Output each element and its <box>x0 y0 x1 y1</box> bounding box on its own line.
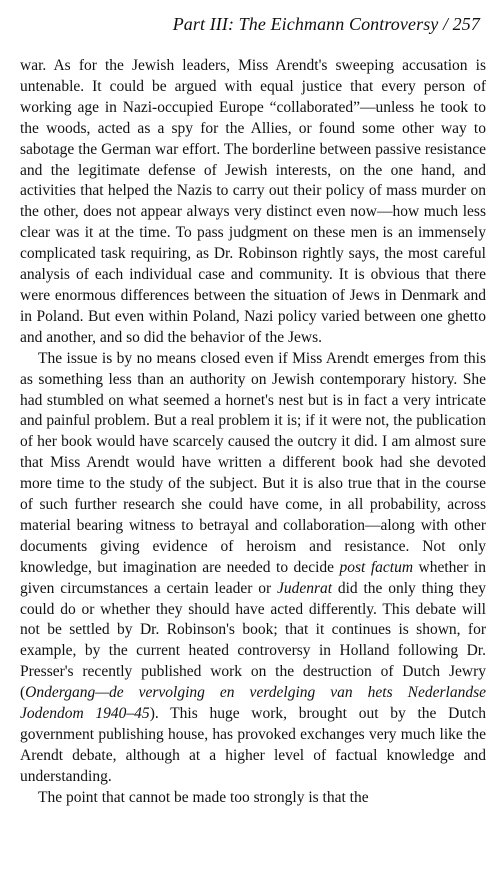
paragraph-2 <box>20 349 486 788</box>
running-head: Part III: The Eichmann Controversy / 257 <box>172 14 480 34</box>
text-run: whether in given circumstances a certain leader or <box>20 558 486 597</box>
text-run: war. As for the Jewish leaders, Miss Arendt's sweeping accusation is untenable. It could be argued with equal justice that every person of working age in Nazi-occupied Europe “collaborated”—unless he took to the woods, acted as a spy for the Allies, or found some other way to sabotage the German war effort. The borderline between passive resistance and the legitimate defense of Jewish interests, on the one hand, and activities that helped the Nazis to carry out their policy of mass murder on the other, does not appear always very distinct even now—how much less clear was it at the time. To pass judgment on these men is an immensely complicated task requiring, as Dr. Robinson rightly says, the most careful analysis of each individual case and community. It is obvious that there were enormous differences between the situation of Jews in Denmark and in Poland. But even within Poland, Nazi policy varied between one ghetto and another, and so did the behavior of the Jews. <box>20 57 486 346</box>
text-run: ). This huge work, brought out by the Dutch government publishing house, has provoked exchanges very much like the Arendt debate, although at a higher level of factual knowledge and understanding. <box>20 705 487 785</box>
text-run: The point that cannot be made too strongly is that the <box>38 788 369 806</box>
italic-phrase-post-factum: post factum <box>339 558 414 576</box>
text-run: The issue is by no means closed even if Miss Arendt emerges from this as something less than an authority on Jewish contemporary history. She had stumbled on what seemed a hornet's nest but is in fact a very intricate and painful problem. But a real problem it is; if it were not, the publication of her book would have scarcely caused the outcry it did. I am almost sure that Miss Arendt would have written a different book had she devoted more time to the study of the subject. But it is also true that in the course of such further research she could have come, in all probability, across material bearing witness to betrayal and collaboration—along with other documents giving evidence of heroism and resistance. Not only knowledge, but imagination are needed to decide <box>20 349 486 576</box>
italic-term-judenrat: Judenrat <box>276 579 333 597</box>
body-text <box>20 56 486 809</box>
paragraph-3 <box>20 788 486 809</box>
paragraph-1 <box>20 56 486 349</box>
italic-book-title: Ondergang—de vervolging en verdelging van hets Nederlandse Jodendom 1940–45 <box>20 684 486 723</box>
text-run: did the only thing they could do or whether they should have acted differently. This debate will not be settled by Dr. Robinson's book; that it continues is shown, for example, by the current heated controversy in Holland following Dr. Presser's recently published work on the destruction of Dutch Jewry ( <box>20 579 486 702</box>
